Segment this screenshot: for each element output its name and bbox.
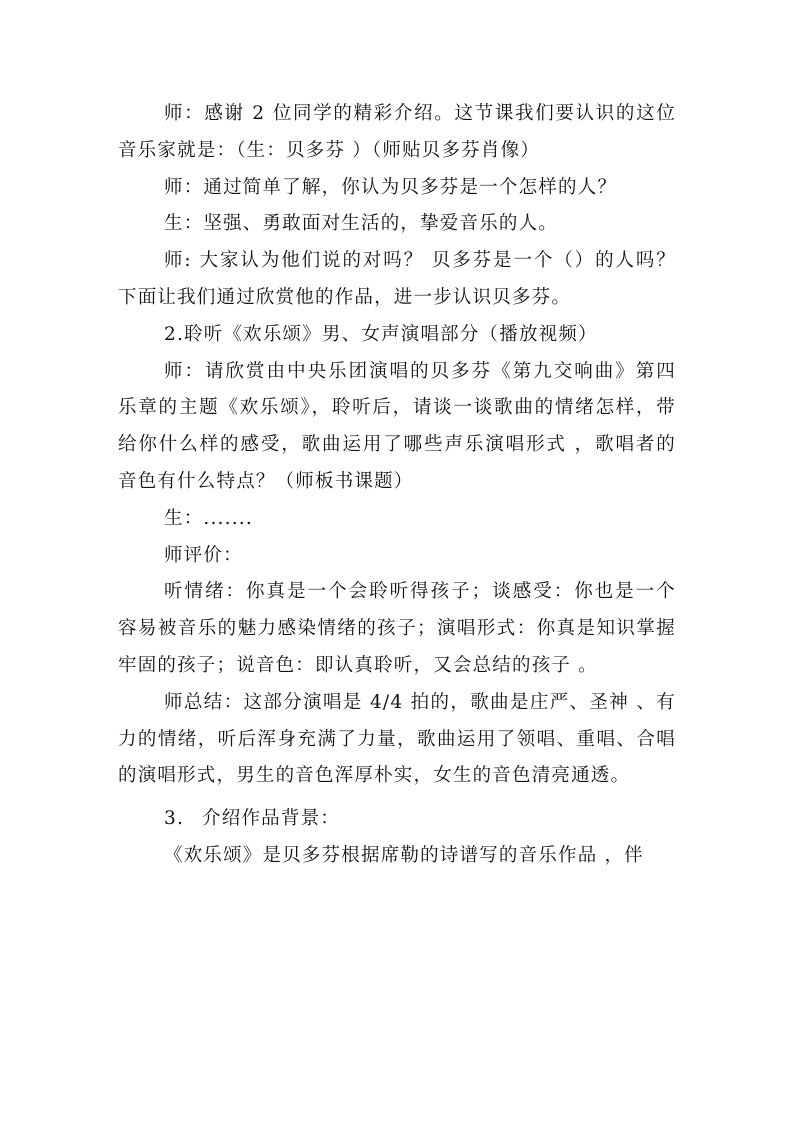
paragraph-intro-teacher: 师：感谢 2 位同学的精彩介绍。这节课我们要认识的这位音乐家就是：（生：贝多芬 ）（师贴贝多芬肖像） (118, 103, 676, 161)
paragraph-teacher-transition: 师: 大家认为他们说的对吗？ 贝多芬是一个（）的人吗？下面让我们通过欣赏他的作品，进一步认识贝多芬。 (118, 250, 676, 308)
section-heading-listening: 2.聆听《欢乐颂》男、女声演唱部分（播放视频） (164, 323, 598, 345)
section-title: 介绍作品背景： (202, 808, 340, 830)
paragraph-teacher-instruction: 师：请欣赏由中央乐团演唱的贝多芬《第九交响曲》第四乐章的主题《欢乐颂》，聆听后，请谈一谈歌曲的情绪怎样，带给你什么样的感受，歌曲运用了哪些声乐演唱形式 ，歌唱者的音色有什么特点？（师板书课题） (118, 360, 676, 492)
section-number: 3. (164, 808, 185, 830)
paragraph-student-response: 生：....... (164, 507, 253, 529)
section-heading-background (118, 801, 676, 838)
paragraph-teacher-summary: 师总结：这部分演唱是 4/4 拍的，歌曲是庄严、圣神 、有力的情绪，听后浑身充满了力量，歌曲运用了领唱、重唱、合唱的演唱形式，男生的音色浑厚朴实，女生的音色清亮通透。 (118, 691, 676, 787)
paragraph-evaluation-detail: 听情绪：你真是一个会聆听得孩子；谈感受：你也是一个容易被音乐的魅力感染情绪的孩子；演唱形式：你真是知识掌握牢固的孩子；说音色：即认真聆听，又会总结的孩子 。 (118, 581, 676, 676)
paragraph-teacher-question: 师：通过简单了解，你认为贝多芬是一个怎样的人？ (164, 176, 618, 198)
paragraph-teacher-evaluation-label: 师评价： (164, 544, 243, 566)
paragraph-background-text: 《欢乐颂》是贝多芬根据席勒的诗谱写的音乐作品 ，伴 (164, 844, 644, 866)
paragraph-student-answer: 生：坚强、勇敢面对生活的，挚爱音乐的人。 (164, 213, 559, 235)
